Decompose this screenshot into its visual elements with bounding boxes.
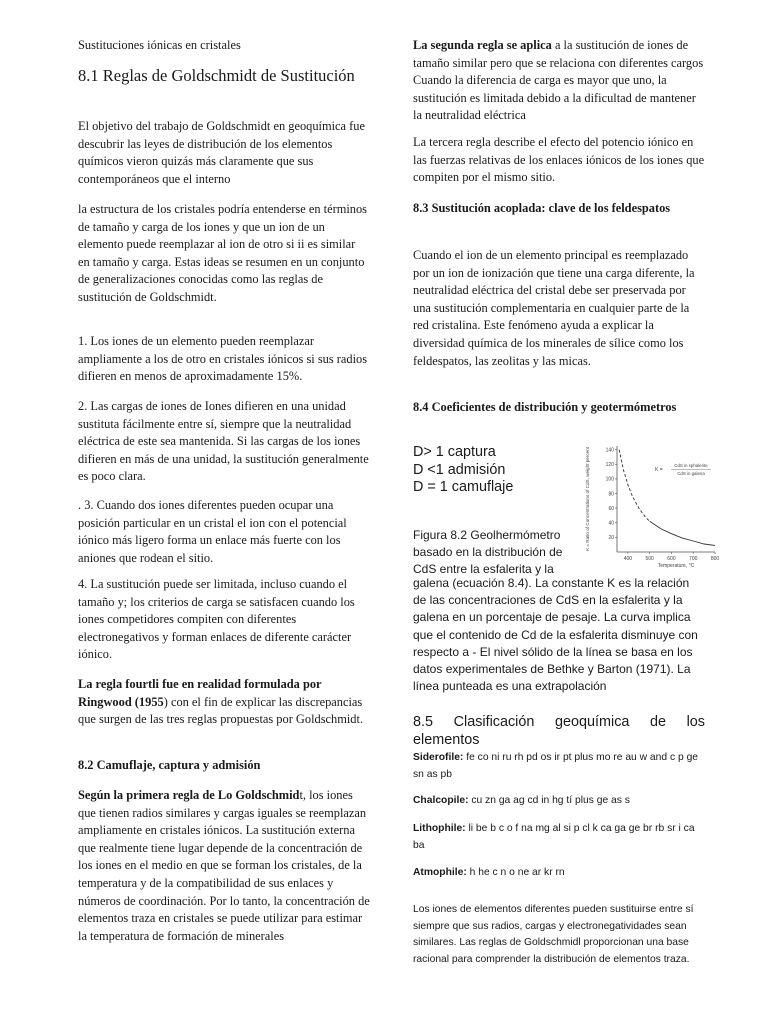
section-8-2-paragraph bbox=[78, 787, 370, 945]
y-tick-label: 60 bbox=[608, 505, 614, 512]
siderophile-label: Siderofile: bbox=[413, 752, 464, 763]
figure-caption-body: galena (ecuación 8.4). La constante K es la relación de las concentraciones de CdS en la esfalerita y la galena en un porcentaje de pesaje. La curva implica que el contenido de Cd de la esfalerita disminuye con respecto a - El nivel sólido de la línea se basa en los datos experimentales de Bethke y Barton (1971). La línea punteada es una extrapolación bbox=[413, 576, 698, 694]
section-8-3-paragraph: Cuando el ion de un elemento principal es reemplazado por un ion de ionización que tiene una carga diferente, la neutralidad eléctrica del cristal debe ser preservada por una sustitución complementaria en cualquier parte de la red cristalina. Este fenómeno ayuda a explicar la diversidad química de los minerales de sílice como los feldespatos, las zeolitas y las micas. bbox=[413, 248, 695, 368]
section-8-2-text: t, los iones que tienen radios similares y cargas iguales se reemplazan ampliamente en cristales iónicos. La sustitución externa que realmente tiene lugar depende de la concentración de los iones en el medio en que se forman los cristales, de la temperatura y de la compatibilidad de sus enlaces y números de coordinación. Por lo tanto, la concentración de elementos traza en cristales se puede utilizar para estimar la temperatura de formación de minerales bbox=[78, 788, 370, 943]
rule-1-paragraph: 1. Los iones de un elemento pueden reemplazar ampliamente a los de otro en cristales iónicos si sus radios difieren en menos de aproximadamente 15%. bbox=[78, 334, 368, 384]
second-rule-paragraph bbox=[413, 37, 705, 125]
distribution-coefficient-list bbox=[413, 444, 573, 497]
y-tick-label: 40 bbox=[608, 520, 614, 527]
x-tick-label: 500 bbox=[645, 556, 654, 562]
section-8-4-heading: 8.4 Coeficientes de distribución y geotermómetros bbox=[413, 400, 677, 414]
element-class-atmophile bbox=[413, 865, 705, 882]
formula-numerator: CdS in sphalerite bbox=[674, 463, 708, 468]
x-axis-label: Temperature, °C bbox=[657, 563, 695, 569]
third-rule-paragraph: La tercera regla describe el efecto del potencio iónico en las fuerzas relativas de los enlaces iónicos de los iones que compiten por el mismo sitio. bbox=[413, 135, 705, 185]
intro-continued-paragraph: la estructura de los cristales podría entenderse en términos de tamaño y carga de los iones y que un ion de un elemento puede reemplazar al ion de otro si ii es similar en tamaño y carga. Estas ideas se resumen en un conjunto de generalizaciones conocidas como las reglas de sustitución de Goldschmidt. bbox=[78, 202, 368, 304]
x-tick-label: 800 bbox=[710, 556, 720, 562]
chart-plot-area bbox=[585, 446, 719, 569]
geothermometer-chart bbox=[577, 440, 720, 572]
rule-4-paragraph: 4. La sustitución puede ser limitada, incluso cuando el tamaño y; los criterios de carga se satisfacen cuando los iones competidores compiten con diferentes electronegativos y forman enlaces de diferente carácter iónico. bbox=[78, 577, 355, 662]
section-8-3-heading: 8.3 Sustitución acoplada: clave de los feldespatos bbox=[413, 201, 671, 215]
running-title: Sustituciones iónicas en cristales bbox=[78, 38, 241, 52]
main-heading: 8.1 Reglas de Goldschmidt de Sustitución bbox=[78, 66, 355, 85]
section-8-2-bold-text: Según la primera regla de Lo Goldschmid bbox=[78, 788, 300, 802]
section-8-2-heading: 8.2 Camuflaje, captura y admisión bbox=[78, 758, 261, 772]
second-rule-text: a la sustitución de iones de tamaño similar pero que se relaciona con diferentes cargos Cuando la diferencia de carga es mayor que uno, la sustitución es limitada debido a la dificultad de mantener la neutralidad eléctrica bbox=[413, 38, 704, 123]
element-class-chalcophile bbox=[413, 793, 705, 810]
rule-2-paragraph: 2. Las cargas de iones de Iones difieren en una unidad sustituta fácilmente entre sí, siempre que la neutralidad eléctrica de este sea mantenida. Si las cargas de los iones difieren en más de una unidad, la sustitución generalmente es poco clara. bbox=[78, 399, 369, 484]
ringwood-text: ) con el fin de explicar las discrepancias que surgen de las tres reglas propuestas por Goldschmidt. bbox=[78, 694, 364, 727]
y-tick-label: 140 bbox=[605, 447, 614, 454]
d-admission-item: D <1 admisión bbox=[413, 461, 506, 478]
atmophile-elements: h he c n o ne ar kr rn bbox=[466, 867, 565, 878]
lithophile-elements: li be b c o f na mg al si p cl k ca ga ge br rb sr i ca ba bbox=[413, 823, 695, 851]
d-camouflage-item: D = 1 camuflaje bbox=[413, 479, 514, 495]
x-tick-label: 400 bbox=[623, 556, 633, 562]
formula-denominator: CdS in galena bbox=[677, 471, 705, 476]
chalcophile-label: Chalcopile: bbox=[413, 795, 469, 806]
second-rule-bold-text: La segunda regla se aplica bbox=[413, 38, 552, 52]
x-tick-label: 700 bbox=[689, 556, 698, 562]
d-capture-item: D> 1 captura bbox=[413, 444, 496, 460]
formula-lhs: K = bbox=[655, 467, 663, 473]
y-tick-label: 100 bbox=[605, 476, 614, 483]
closing-paragraph: Los iones de elementos diferentes pueden sustituirse entre sí siempre que sus radios, cargas y electronegatividades sean similares. Las reglas de Goldschmidl proporcionan una base racional para comprender la distribución de elementos traza. bbox=[413, 904, 694, 965]
section-8-5-heading: 8.5 Clasificación geoquímica de los elementos bbox=[413, 714, 705, 748]
chalcophile-elements: cu zn ga ag cd in hg tí plus ge as s bbox=[468, 795, 630, 806]
ringwood-bold-text: La regla fourtli fue en realidad formulada por Ringwood (1955 bbox=[78, 677, 322, 709]
figure-caption-head: Figura 8.2 Geolhermómetro basado en la distribución de CdS entre la esfalerita y la bbox=[413, 528, 563, 577]
intro-paragraph: El objetivo del trabajo de Goldschmidt en geoquímica fue descubrir las leyes de distribución de los elementos químicos vieron quizás más claramente que sus contemporáneos que el interno bbox=[78, 119, 365, 186]
ringwood-paragraph bbox=[78, 676, 370, 729]
lithophile-label: Lithophile: bbox=[413, 823, 466, 834]
y-tick-label: 80 bbox=[608, 491, 614, 498]
element-class-lithophile bbox=[413, 821, 705, 854]
x-tick-label: 600 bbox=[667, 556, 676, 562]
y-tick-label: 20 bbox=[608, 535, 614, 542]
y-tick-label: 120 bbox=[605, 462, 614, 469]
siderophile-elements: fe co ni ru rh pd os ir pt plus mo re au w and c p ge sn as pb bbox=[413, 752, 699, 780]
rule-3-paragraph: . 3. Cuando dos iones diferentes pueden ocupar una posición particular en un cristal el ion con el potencial iónico más ligero forma un enlace más fuerte con los aniones que rodean el sitio. bbox=[78, 498, 347, 565]
atmophile-label: Atmophile: bbox=[413, 867, 467, 878]
y-axis-label: K = Ratio of Concentrations of CdS, weight percent bbox=[585, 446, 590, 552]
element-class-siderophile bbox=[413, 750, 705, 783]
experimental-curve bbox=[650, 521, 715, 545]
extrapolated-curve bbox=[619, 450, 650, 522]
